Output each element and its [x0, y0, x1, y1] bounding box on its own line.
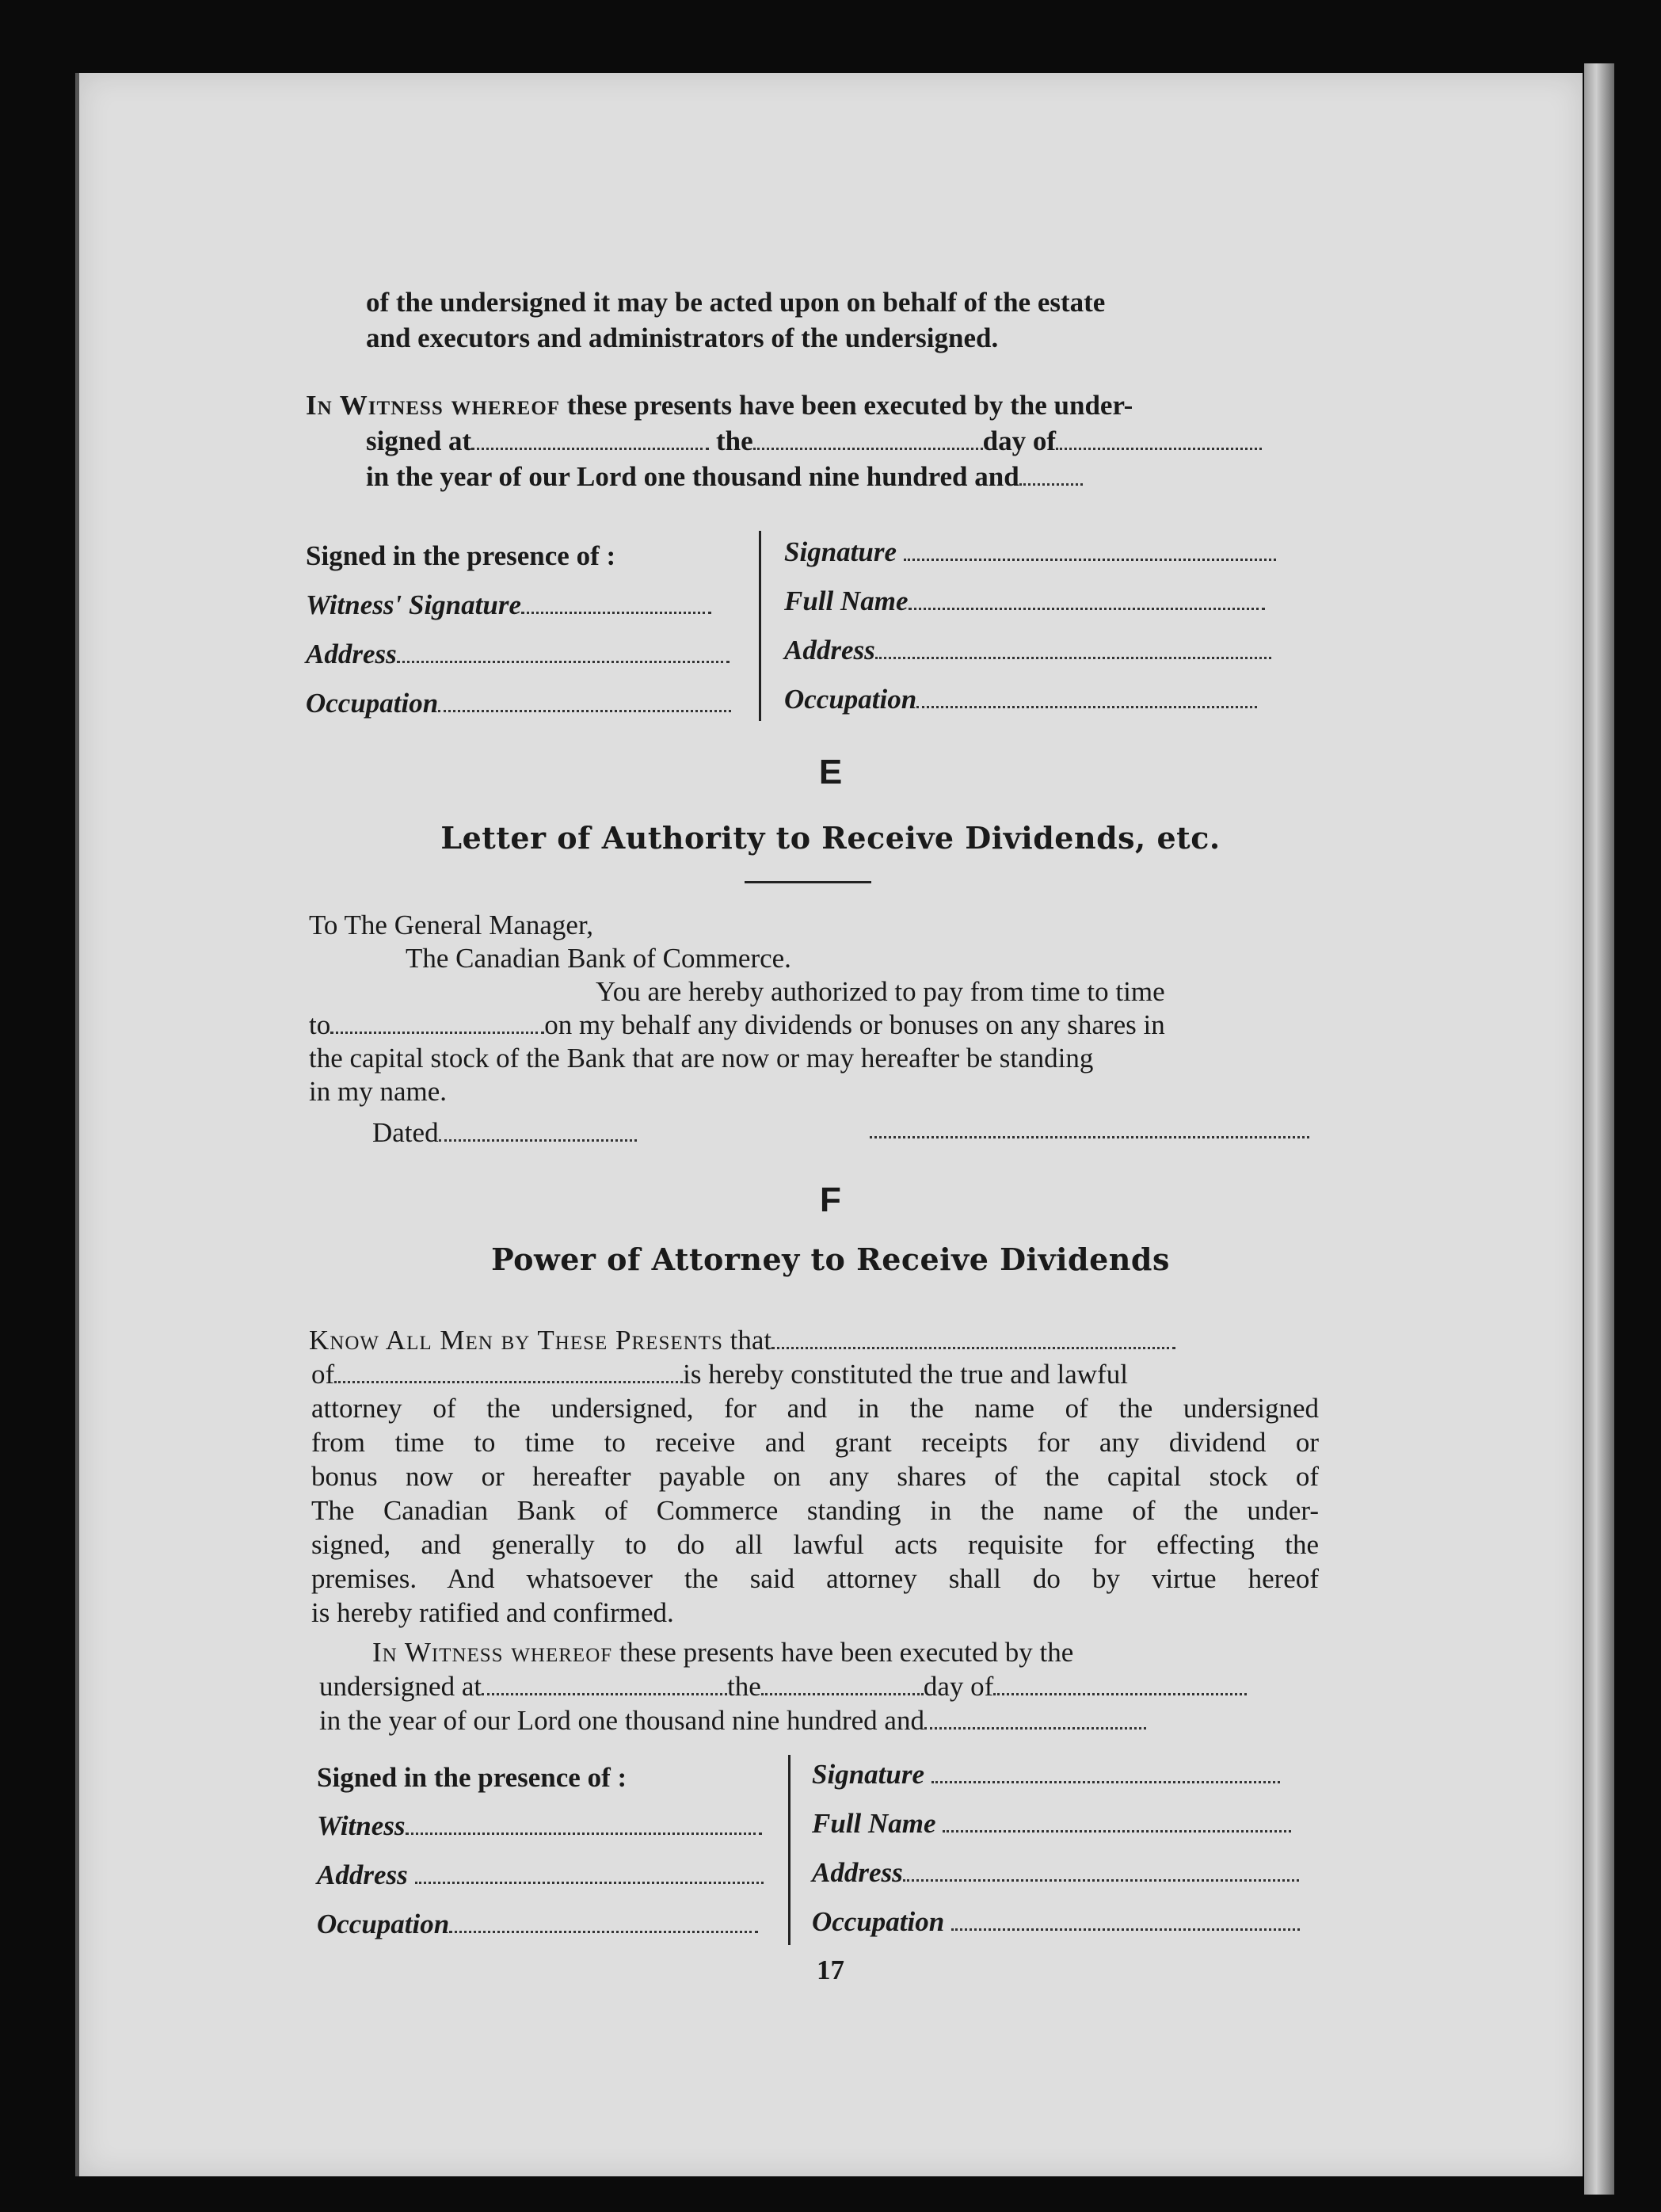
know-all-men-line	[309, 1323, 1175, 1358]
attorney-line-7: signed, and generally to do all lawful acts requisite for effecting the	[311, 1529, 1319, 1560]
witness-lead: In Witness whereof	[306, 390, 561, 421]
dated-blank[interactable]	[439, 1119, 637, 1142]
body-2-rest: on my behalf any dividends or bonuses on any shares in	[544, 1009, 1165, 1040]
signature-blank-d[interactable]	[904, 538, 1276, 561]
day-of-label-f: day of	[923, 1671, 994, 1702]
full-name-label-d	[784, 584, 1265, 619]
know-all-men-lead: Know All Men by These Presents	[309, 1325, 723, 1356]
page-right-edge	[1584, 63, 1614, 2195]
month-blank-f[interactable]	[993, 1672, 1247, 1695]
payee-blank[interactable]	[330, 1011, 544, 1034]
label: Occupation	[812, 1906, 945, 1937]
authority-body-1: You are hereby authorized to pay from time to time	[596, 976, 1165, 1007]
section-e-letter: E	[818, 753, 843, 791]
dated-label: Dated	[372, 1117, 439, 1148]
that-label: that	[730, 1325, 772, 1356]
witness-signature-blank-d[interactable]	[521, 591, 711, 614]
signature-blank-f[interactable]	[931, 1760, 1280, 1783]
label: Address	[306, 639, 397, 669]
signature-label-d	[784, 535, 1276, 570]
witness-d-line-1-rest: these presents have been executed by the under-	[566, 390, 1133, 421]
address-label-d-right	[784, 633, 1271, 668]
section-f-heading: Power of Attorney to Receive Dividends	[491, 1241, 1170, 1277]
authority-body-4: in my name.	[309, 1076, 447, 1107]
label: Occupation	[317, 1909, 450, 1939]
signed-presence-label-f: Signed in the presence of :	[317, 1762, 627, 1793]
label: Address	[812, 1857, 903, 1888]
authority-body-3: the capital stock of the Bank that are now or may hereafter be standing	[309, 1043, 1094, 1074]
witness-lead-f: In Witness whereof	[372, 1637, 613, 1668]
of-label: of	[311, 1359, 335, 1390]
brace-f	[788, 1755, 802, 1945]
label: Full Name	[812, 1808, 936, 1839]
section-e-rule	[745, 881, 871, 883]
full-name-blank-f[interactable]	[943, 1810, 1291, 1833]
label: Signature	[812, 1759, 924, 1790]
label: Full Name	[784, 585, 909, 616]
occupation-blank-f-left[interactable]	[449, 1910, 758, 1933]
witness-d-line-3	[366, 460, 1083, 494]
occupation-blank-d-right[interactable]	[916, 685, 1257, 708]
authority-body-2	[309, 1008, 1165, 1043]
occupation-label-f-right	[812, 1905, 1300, 1939]
the-label: the	[715, 425, 753, 456]
witness-f-rest: these presents have been executed by the	[619, 1637, 1074, 1668]
label: Occupation	[306, 688, 439, 719]
day-blank-f[interactable]	[761, 1672, 924, 1695]
grantor-blank[interactable]	[771, 1326, 1175, 1349]
attorney-line-6: The Canadian Bank of Commerce standing in the name of the under-	[311, 1495, 1319, 1526]
witness-f-line-3	[319, 1703, 1146, 1738]
dated-line	[372, 1116, 637, 1150]
address-blank-f-left[interactable]	[415, 1861, 764, 1884]
brace-d	[759, 531, 772, 721]
label: Signature	[784, 536, 897, 567]
label: Witness	[317, 1810, 406, 1841]
page-number: 17	[817, 1955, 844, 1985]
section-f-letter: F	[820, 1180, 841, 1219]
occupation-label-d-left	[306, 686, 731, 721]
year-blank[interactable]	[1019, 463, 1083, 486]
continuation-line-1: of the undersigned it may be acted upon on behalf of the estate	[366, 287, 1106, 318]
witness-f-line-1	[372, 1635, 1319, 1670]
full-name-label-f	[812, 1806, 1291, 1841]
day-blank[interactable]	[753, 427, 983, 450]
attorney-line-3: attorney of the undersigned, for and in the name of the undersigned	[311, 1393, 1319, 1424]
the-label-f: the	[727, 1671, 761, 1702]
attorney-line-2	[311, 1357, 1128, 1392]
signature-label-f	[812, 1757, 1280, 1792]
label: Occupation	[784, 684, 917, 715]
attorney-line-9: is hereby ratified and confirmed.	[311, 1597, 674, 1628]
witness-blank-f[interactable]	[406, 1812, 762, 1835]
month-blank[interactable]	[1056, 427, 1262, 450]
place-blank[interactable]	[471, 427, 709, 450]
day-of-label: day of	[982, 425, 1056, 456]
attorney-name-blank[interactable]	[334, 1360, 683, 1383]
witness-label-f	[317, 1809, 762, 1844]
occupation-blank-f-right[interactable]	[951, 1908, 1300, 1931]
address-label-d-left	[306, 637, 730, 672]
address-blank-d-left[interactable]	[397, 640, 730, 663]
section-e-heading: Letter of Authority to Receive Dividends, etc.	[440, 820, 1221, 856]
label: Address	[317, 1859, 408, 1890]
bank-name-line: The Canadian Bank of Commerce.	[406, 943, 791, 974]
signed-presence-label-d: Signed in the presence of :	[306, 540, 616, 571]
place-blank-f[interactable]	[482, 1672, 727, 1695]
signed-at-label: signed at	[366, 425, 472, 456]
address-label-f-left	[317, 1858, 764, 1893]
attorney-line-8: premises. And whatsoever the said attorney shall do by virtue hereof	[311, 1563, 1319, 1594]
witness-signature-label-d	[306, 588, 711, 623]
occupation-label-d-right	[784, 682, 1257, 717]
attorney-line-4: from time to time to receive and grant receipts for any dividend or	[311, 1427, 1319, 1458]
label: Address	[784, 635, 875, 666]
occupation-blank-d-left[interactable]	[438, 689, 731, 712]
occupation-label-f-left	[317, 1907, 758, 1942]
address-blank-d-right[interactable]	[875, 636, 1271, 659]
to-label: to	[309, 1009, 331, 1040]
year-text: in the year of our Lord one thousand nine hundred and	[366, 461, 1019, 492]
witness-d-line-2	[366, 424, 1262, 459]
year-blank-f[interactable]	[924, 1707, 1146, 1730]
witness-f-line-2	[319, 1669, 1247, 1704]
address-blank-f-right[interactable]	[903, 1859, 1299, 1882]
full-name-blank-d[interactable]	[909, 587, 1265, 610]
l2-rest: is hereby constituted the true and lawful	[683, 1359, 1128, 1390]
year-text-f: in the year of our Lord one thousand nine hundred and	[319, 1705, 924, 1736]
attorney-line-5: bonus now or hereafter payable on any shares of the capital stock of	[311, 1461, 1319, 1492]
witness-d-line-1	[306, 388, 1305, 423]
address-label-f-right	[812, 1855, 1299, 1890]
undersigned-at-label: undersigned at	[319, 1671, 482, 1702]
signature-line-e[interactable]	[870, 1116, 1309, 1142]
to-general-manager: To The General Manager,	[309, 910, 593, 940]
continuation-line-2: and executors and administrators of the undersigned.	[366, 322, 999, 353]
label: Witness' Signature	[306, 589, 521, 620]
